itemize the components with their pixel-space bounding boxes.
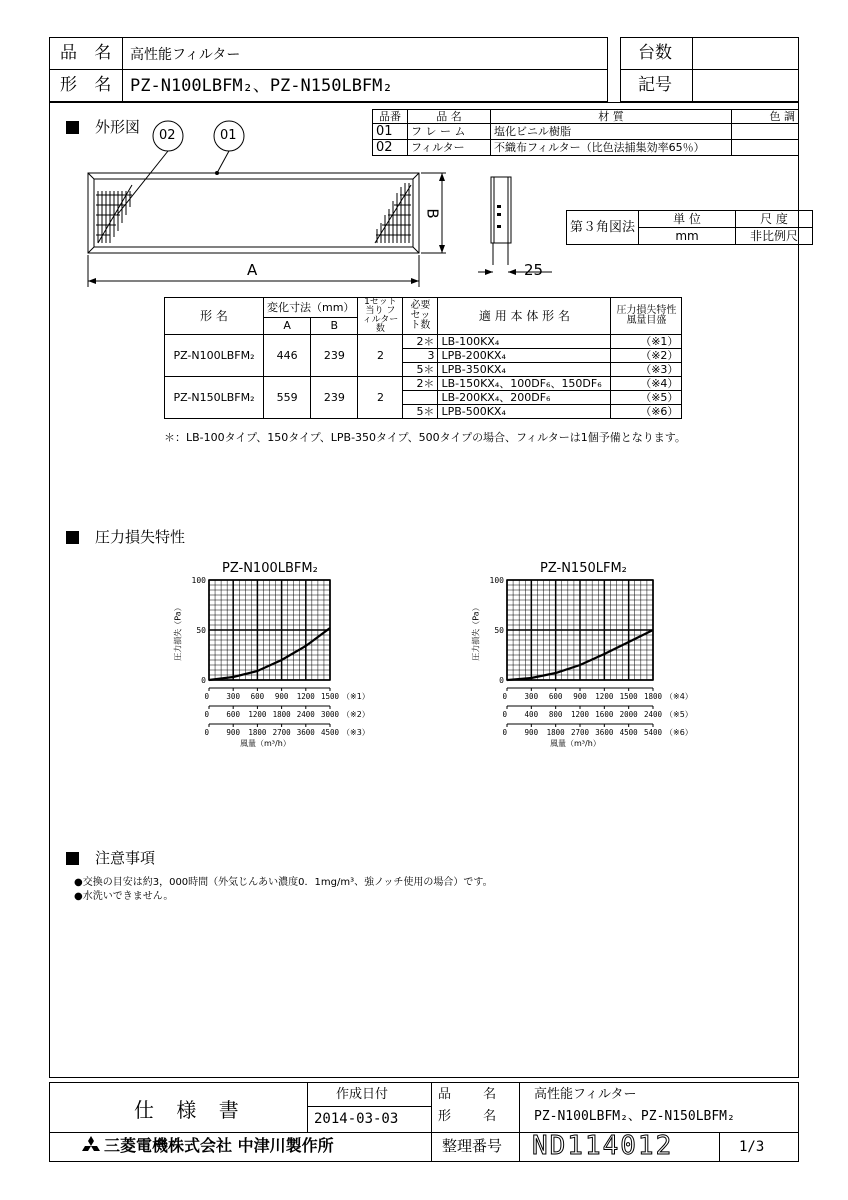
part-name: フ レ ー ム xyxy=(408,124,491,140)
cautions-title: 注意事項 xyxy=(95,849,156,867)
x-tick-label: 3600 xyxy=(296,728,315,737)
x-tick-label: 1800 xyxy=(272,710,291,719)
chart2-title: PZ-N150LFM₂ xyxy=(540,561,627,576)
x-tick-label: 1200 xyxy=(595,692,614,701)
x-tick-label: 600 xyxy=(548,692,563,701)
sets-cell: 5＊ xyxy=(403,363,438,377)
filter-media-hatching xyxy=(96,185,132,243)
x-tick-label: 4500 xyxy=(320,728,340,737)
x-tick-label: 4500 xyxy=(619,728,638,737)
y-tick-label: 50 xyxy=(196,626,206,635)
spec-note: ＊：LB-100タイプ、150タイプ、LPB-350タイプ、500タイプの場合、フィルターは1個予備となります。 xyxy=(164,431,686,444)
y-tick-label: 100 xyxy=(191,576,206,585)
col-header: 品 名 xyxy=(408,110,491,124)
col-header: B xyxy=(311,317,358,334)
x-tick-label: 2000 xyxy=(619,710,638,719)
caution-item: ●水洗いできません。 xyxy=(74,891,174,902)
mitsubishi-logo-icon xyxy=(80,1136,102,1156)
x-tick-label: 0 xyxy=(204,728,209,737)
x-tick-label: 900 xyxy=(274,692,289,701)
divider xyxy=(692,37,693,102)
chart2-xlabel: 風量（m³/h） xyxy=(550,739,601,748)
footer-katamei-label: 形 名 xyxy=(438,1109,511,1124)
pressure-charts xyxy=(0,570,848,740)
spec-table xyxy=(164,297,682,419)
x-tick-label: 0 xyxy=(502,692,507,701)
dim-a-label: A xyxy=(247,261,258,279)
curve-cell: （※1） xyxy=(611,335,682,349)
projection-table xyxy=(566,210,813,245)
x-tick-label: 1800 xyxy=(643,692,663,701)
divider xyxy=(307,1106,431,1107)
col-header: 適 用 本 体 形 名 xyxy=(438,298,611,335)
dim-25-label: 25 xyxy=(524,261,544,279)
chart1-ylabel: 圧力損失（Pa） xyxy=(173,603,183,661)
x-tick-label: 1500 xyxy=(619,692,638,701)
curve-cell: （※6） xyxy=(611,405,682,419)
body-cell: LPB-500KX₄ xyxy=(438,405,611,419)
curve-cell: （※5） xyxy=(611,391,682,405)
pressure-title: 圧力損失特性 xyxy=(95,528,186,546)
x-tick-label: 600 xyxy=(250,692,265,701)
part-material: 塩化ビニル樹脂 xyxy=(491,124,732,140)
x-tick-label: 2700 xyxy=(570,728,590,737)
y-tick-label: 50 xyxy=(494,626,504,635)
x-tick-label: 1800 xyxy=(248,728,267,737)
x-tick-label: 3000 xyxy=(320,710,340,719)
x-tick-label: 1200 xyxy=(248,710,267,719)
section-marker-icon xyxy=(66,531,79,544)
part-color xyxy=(732,140,799,156)
per-set-cell: 2 xyxy=(358,377,403,419)
chart1-xlabel: 風量（m³/h） xyxy=(240,739,291,748)
seiri-label: 整理番号 xyxy=(442,1137,503,1155)
x-tick-label: 3600 xyxy=(595,728,614,737)
y-tick-label: 0 xyxy=(201,676,206,685)
part-name: フィルター xyxy=(408,140,491,156)
footer-hinmei-label: 品 名 xyxy=(438,1087,511,1102)
dim-b-label: B xyxy=(423,208,442,219)
page-number: 1/3 xyxy=(739,1139,765,1155)
scale-header: 尺 度 xyxy=(736,211,813,228)
x-tick-label: 900 xyxy=(226,728,240,737)
col-header: 形 名 xyxy=(165,298,264,335)
filter-media-hatching xyxy=(375,183,411,243)
dim-a-cell: 559 xyxy=(264,377,311,419)
company-name: 三菱電機株式会社 中津川製作所 xyxy=(104,1136,334,1155)
x-tick-label: 1600 xyxy=(595,710,614,719)
section-marker-icon xyxy=(66,121,79,134)
footer-katamei-value: PZ-N100LBFM₂、PZ-N150LBFM₂ xyxy=(534,1109,735,1124)
col-header: 必要 セット数 xyxy=(403,298,438,335)
x-tick-label: 0 xyxy=(204,692,209,701)
body-cell: LB-150KX₄、100DF₆、150DF₆ xyxy=(438,377,611,391)
katamei-value: PZ-N100LBFM₂、PZ-N150LBFM₂ xyxy=(130,76,393,96)
section-marker-icon xyxy=(66,852,79,865)
sets-cell: 2＊ xyxy=(403,377,438,391)
dim-b-cell: 239 xyxy=(311,377,358,419)
x-tick-label: 2400 xyxy=(643,710,663,719)
callout-01: 01 xyxy=(220,128,237,143)
hinmei-label: 品 名 xyxy=(60,43,118,63)
divider xyxy=(719,1132,720,1162)
divider xyxy=(307,1082,308,1132)
katamei-label: 形 名 xyxy=(60,75,118,95)
part-color xyxy=(732,124,799,140)
body-cell: LPB-350KX₄ xyxy=(438,363,611,377)
x-tick-label: 2700 xyxy=(272,728,291,737)
body-cell: LB-200KX₄、200DF₆ xyxy=(438,391,611,405)
x-tick-label: 0 xyxy=(502,710,507,719)
x-tick-label: 1200 xyxy=(570,710,590,719)
created-value: 2014-03-03 xyxy=(314,1111,399,1127)
per-set-cell: 2 xyxy=(358,335,403,377)
col-header: 変化寸法（mm） xyxy=(264,298,358,318)
col-header: 色 調 xyxy=(732,110,799,124)
col-header: 品番 xyxy=(373,110,408,124)
daisu-label: 台数 xyxy=(638,43,672,63)
footer-hinmei-value: 高性能フィルター xyxy=(534,1087,637,1102)
part-no: 01 xyxy=(373,124,408,140)
body-cell: LB-100KX₄ xyxy=(438,335,611,349)
x-tick-label: 300 xyxy=(226,692,240,701)
col-header: 材 質 xyxy=(491,110,732,124)
x-scale-tag: （※1） xyxy=(342,692,370,701)
divider xyxy=(519,1082,520,1162)
sets-cell: 3 xyxy=(403,349,438,363)
sets-cell: 2＊ xyxy=(403,335,438,349)
filter-frame xyxy=(88,173,419,253)
unit-value: mm xyxy=(639,228,736,245)
seiri-value: ND114012 xyxy=(532,1131,674,1161)
x-tick-label: 1500 xyxy=(320,692,340,701)
x-tick-label: 400 xyxy=(524,710,539,719)
model-cell: PZ-N150LBFM₂ xyxy=(165,377,264,419)
x-scale-tag: （※5） xyxy=(665,710,693,719)
x-scale-tag: （※2） xyxy=(342,710,370,719)
chart1-title: PZ-N100LBFM₂ xyxy=(222,561,318,576)
model-cell: PZ-N100LBFM₂ xyxy=(165,335,264,377)
x-tick-label: 0 xyxy=(204,710,209,719)
col-header: A xyxy=(264,317,311,334)
divider xyxy=(49,1132,799,1133)
hinmei-value: 高性能フィルター xyxy=(130,47,241,63)
unit-header: 単 位 xyxy=(639,211,736,228)
divider xyxy=(122,37,123,102)
kigo-label: 記号 xyxy=(638,75,672,95)
x-tick-label: 1800 xyxy=(546,728,565,737)
x-scale-tag: （※6） xyxy=(665,728,693,737)
x-tick-label: 900 xyxy=(524,728,539,737)
created-label: 作成日付 xyxy=(336,1087,389,1102)
x-scale-tag: （※4） xyxy=(665,692,693,701)
divider xyxy=(620,69,799,70)
col-header: 1セット当り フィルター数 xyxy=(358,298,403,335)
outline-title: 外形図 xyxy=(95,118,141,136)
outline-drawing xyxy=(80,115,560,295)
x-tick-label: 800 xyxy=(548,710,563,719)
curve-cell: （※4） xyxy=(611,377,682,391)
callout-02: 02 xyxy=(159,128,176,143)
x-tick-label: 300 xyxy=(524,692,539,701)
x-tick-label: 600 xyxy=(226,710,240,719)
x-tick-label: 2400 xyxy=(296,710,315,719)
scale-value: 非比例尺 xyxy=(736,228,813,245)
x-tick-label: 900 xyxy=(573,692,587,701)
dim-a-cell: 446 xyxy=(264,335,311,377)
sets-cell: 5＊ xyxy=(403,405,438,419)
x-scale-tag: （※3） xyxy=(342,728,370,737)
divider xyxy=(431,1082,432,1162)
divider xyxy=(49,69,608,70)
y-tick-label: 100 xyxy=(489,576,504,585)
y-tick-label: 0 xyxy=(499,676,504,685)
dim-b-cell: 239 xyxy=(311,335,358,377)
projection-label: 第３角図法 xyxy=(567,211,639,245)
chart2-ylabel: 圧力損失（Pa） xyxy=(471,603,481,661)
sets-cell xyxy=(403,391,438,405)
x-tick-label: 5400 xyxy=(643,728,663,737)
part-material: 不織布フィルター（比色法捕集効率65％） xyxy=(491,140,732,156)
curve-cell: （※2） xyxy=(611,349,682,363)
x-tick-label: 1200 xyxy=(296,692,315,701)
col-header: 圧力損失特性 風量目盛 xyxy=(611,298,682,335)
part-no: 02 xyxy=(373,140,408,156)
body-cell: LPB-200KX₄ xyxy=(438,349,611,363)
doc-type: 仕 様 書 xyxy=(134,1098,247,1122)
curve-cell: （※3） xyxy=(611,363,682,377)
x-tick-label: 0 xyxy=(502,728,507,737)
caution-item: ●交換の目安は約3，000時間（外気じんあい濃度0．1mg/m³、強ノッチ使用の場合）です。 xyxy=(74,877,493,888)
